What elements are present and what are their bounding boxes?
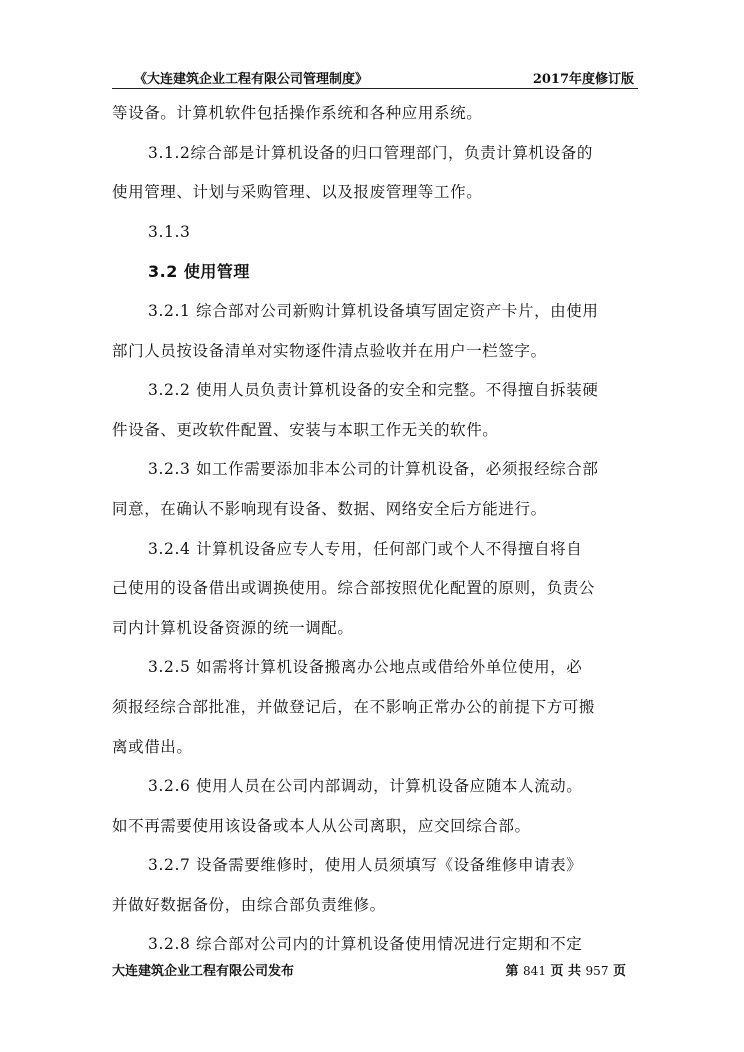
total-pages: 957 bbox=[585, 964, 609, 978]
text-line: 3.2.2 使用人员负责计算机设备的安全和完整。不得擅自拆装硬 bbox=[148, 381, 599, 400]
publisher-label: 大连建筑企业工程有限公司发布 bbox=[112, 964, 295, 979]
text-line: 3.2.3 如工作需要添加非本公司的计算机设备，必须报经综合部 bbox=[148, 460, 599, 479]
text-line: 如不再需要使用该设备或本人从公司离职，应交回综合部。 bbox=[112, 816, 531, 835]
page-prefix: 第 bbox=[505, 964, 519, 979]
current-page: 841 bbox=[523, 964, 546, 978]
text-line: 3.2.1 综合部对公司新购计算机设备填写固定资产卡片，由使用 bbox=[148, 301, 599, 320]
text-line: 3.2.7 设备需要维修时，使用人员须填写《设备维修申请表》 bbox=[148, 856, 583, 875]
text-line: 3.2.5 如需将计算机设备搬离办公地点或借给外单位使用，必 bbox=[148, 658, 583, 677]
text-line: 己使用的设备借出或调换使用。综合部按照优化配置的原则，负责公 bbox=[112, 579, 596, 598]
page-mid: 页 共 bbox=[550, 964, 582, 979]
text-line: 件设备、更改软件配置、安装与本职工作无关的软件。 bbox=[112, 420, 499, 439]
text-line: 使用管理、计划与采购管理、以及报废管理等工作。 bbox=[112, 183, 483, 202]
text-line: 等设备。计算机软件包括操作系统和各种应用系统。 bbox=[112, 104, 483, 122]
text-line: 3.2.4 计算机设备应专人专用，任何部门或个人不得擅自将自 bbox=[148, 539, 583, 558]
page-footer bbox=[112, 960, 638, 982]
text-line: 并做好数据备份，由综合部负责维修。 bbox=[112, 895, 386, 914]
document-body bbox=[112, 94, 638, 965]
edition-label: 2017年度修订版 bbox=[532, 72, 634, 87]
text-line: 部门人员按设备清单对实物逐件清点验收并在用户一栏签字。 bbox=[112, 341, 547, 360]
text-line: 3.2.6 使用人员在公司内部调动，计算机设备应随本人流动。 bbox=[148, 777, 583, 796]
page-header bbox=[112, 66, 638, 89]
text-line: 须报经综合部批准，并做登记后，在不影响正常办公的前提下方可搬 bbox=[112, 697, 596, 716]
text-line: 3.2.8 综合部对公司内的计算机设备使用情况进行定期和不定 bbox=[148, 935, 583, 954]
page-suffix: 页 bbox=[612, 964, 626, 979]
text-line: 离或借出。 bbox=[112, 737, 193, 756]
text-line: 3.1.3 bbox=[148, 222, 191, 241]
document-title: 《大连建筑企业工程有限公司管理制度》 bbox=[134, 72, 369, 87]
section-heading: 3.2 使用管理 bbox=[148, 262, 250, 282]
page-number bbox=[506, 960, 627, 979]
text-line: 司内计算机设备资源的统一调配。 bbox=[112, 618, 354, 637]
text-line: 3.1.2综合部是计算机设备的归口管理部门，负责计算机设备的 bbox=[148, 143, 593, 162]
text-line: 同意，在确认不影响现有设备、数据、网络安全后方能进行。 bbox=[112, 499, 547, 518]
